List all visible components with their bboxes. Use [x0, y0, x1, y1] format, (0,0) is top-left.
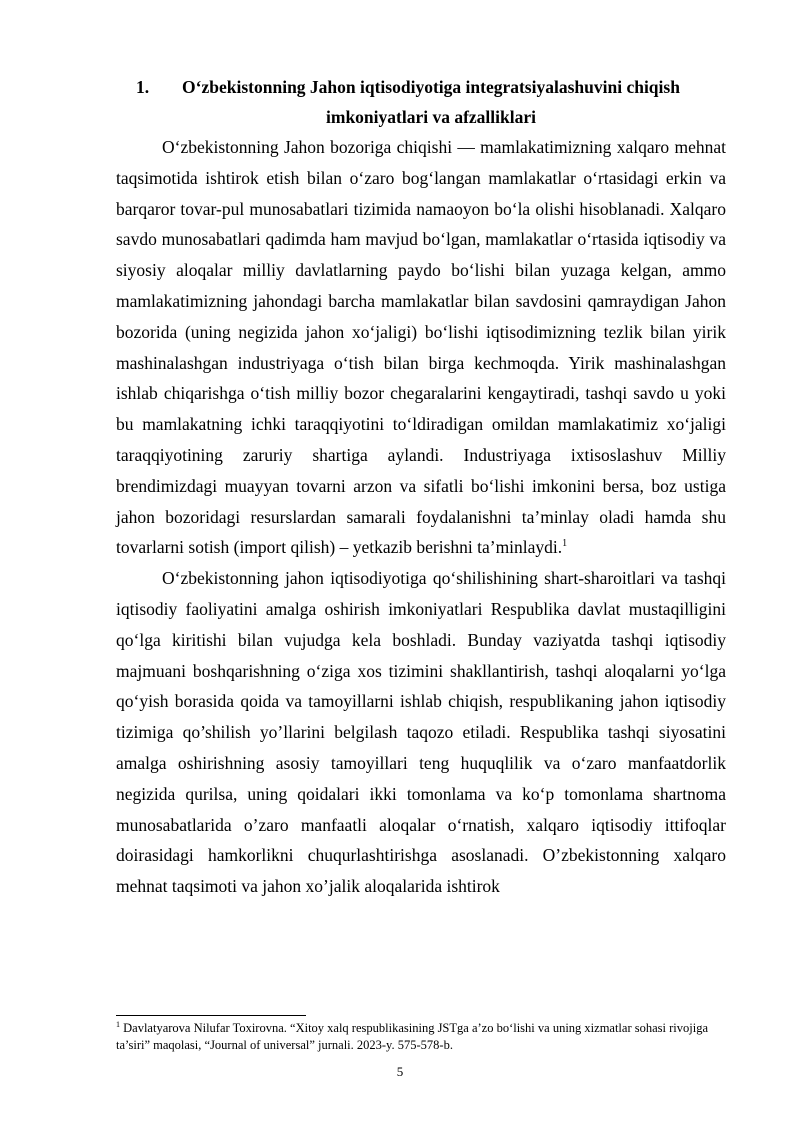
footnote	[116, 1020, 726, 1054]
paragraph-1-text: O‘zbekistonning Jahon bozoriga chiqishi — mamlakatimizning xalqaro mehnat taqsimotida ishtirok etish bilan o‘zaro bog‘langan mamlakatlar o‘rtasidagi erkin va barqaror tovar-pul munosabatlari tizimida namaoyon bo‘la olishi hisoblanadi. Xalqaro savdo munosabatlari qadimda ham mavjud bo‘lgan, mamlakatlar o‘rtasida iqtisodiy va siyosiy aloqalar milliy davlatlarning paydo bo‘lishi bilan yuzaga kelgan, ammo mamlakatimizning jahondagi barcha mamlakatlar bilan savdosini qamraydigan Jahon bozorida (uning negizida jahon xo‘jaligi) bo‘lishi iqtisodimizning tezlik bilan yirik mashinalashgan industriyaga o‘tish bilan birga kechmoqda. Yirik mashinalashgan ishlab chiqarishga o‘tish milliy bozor chegaralarini kengaytiradi, tashqi savdo u yoki bu mamlakatning ichki taraqqiyotini to‘ldiradigan omildan mamlakatimiz xo‘jaligi taraqqiyotining zaruriy shartiga aylandi. Industriyaga ixtisoslashuv Milliy brendimizdagi muayyan tovarni arzon va sifatli bo‘lishi imkonini bersa, boz ustiga jahon bozoridagi resurslardan samarali foydalanishni ta’minlay oladi hamda shu tovarlarni sotish (import qilish) – yetkazib berishni ta’minlaydi.	[116, 137, 726, 558]
section-number: 1.	[136, 77, 150, 97]
footnote-separator	[116, 1015, 306, 1016]
footnote-text: Davlatyarova Nilufar Toxirovna. “Xitoy xalq respublikasining JSTga a’zo bo‘lishi va uning xizmatlar sohasi rivojiga ta’siri” maqolasi, “Journal of universal” jurnali. 2023-y. 575-578-b.	[116, 1021, 708, 1052]
paragraph-2	[116, 563, 726, 902]
footnote-marker: 1	[116, 1019, 120, 1029]
section-title: O‘zbekistonning Jahon iqtisodiyotiga integratsiyalashuvini chiqish imkoniyatlari va afzalliklari	[182, 77, 680, 127]
paragraph-1	[116, 132, 726, 563]
footnote-reference[interactable]: 1	[562, 538, 568, 550]
document-page	[116, 72, 726, 902]
paragraph-2-text: O‘zbekistonning jahon iqtisodiyotiga qo‘shilishining shart-sharoitlari va tashqi iqtisodiy faoliyatini amalga oshirish imkoniyatlari Respublika davlat mustaqilligini qo‘lga kiritishi bilan vujudga kela boshladi. Bunday vaziyatda tashqi iqtisodiy majmuani boshqarishning o‘ziga xos tizimini shakllantirish, tashqi aloqalarni yo‘lga qo‘yish borasida qoida va tamoyillarni ishlab chiqish, respublikaning jahon iqtisodiy tizimiga qo’shilish yo’llarini belgilash taqozo etiladi. Respublika tashqi siyosatini amalga oshirishning asosiy tamoyillari teng huquqlilik va o‘zaro manfaatdorlik negizida qurilsa, uning qoidalari ikki tomonlama va ko‘p tomonlama shartnoma munosabatlarida o’zaro manfaatli aloqalar o‘rnatish, xalqaro iqtisodiy ittifoqlar doirasidagi hamkorlikni chuqurlashtirishga asoslanadi. O’zbekistonning xalqaro mehnat taqsimoti va jahon xo’jalik aloqalarida ishtirok	[116, 568, 726, 897]
section-heading	[116, 72, 726, 132]
page-number: 5	[396, 1064, 404, 1079]
